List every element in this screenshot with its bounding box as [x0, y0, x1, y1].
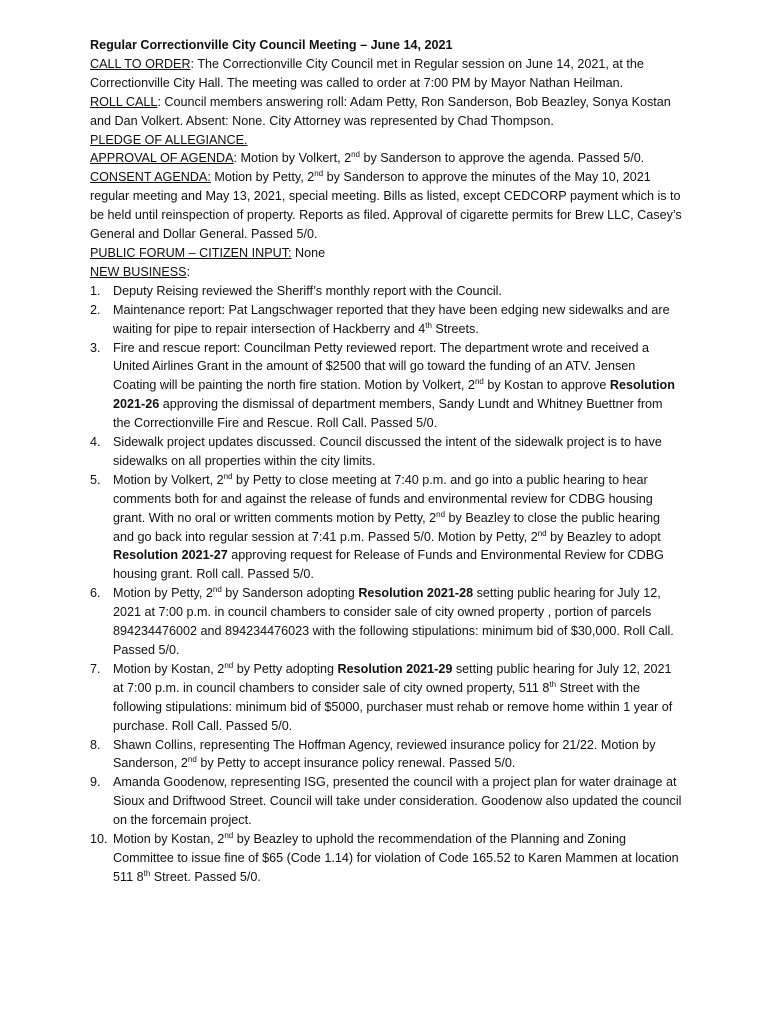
pledge-heading: PLEDGE OF ALLEGIANCE.: [90, 132, 248, 147]
approval-of-agenda-text: : Motion by Volkert, 2: [233, 151, 352, 166]
approval-of-agenda-section: [90, 149, 682, 168]
call-to-order-section: [90, 55, 682, 93]
list-item: [90, 282, 682, 301]
consent-agenda-text: Motion by Petty, 2: [210, 170, 315, 185]
list-item: [90, 433, 682, 471]
list-item: [90, 736, 682, 774]
item-number: 7.: [90, 661, 101, 676]
item-text-b: by Petty to close meeting at 7:40 p.m. and go into a public hearing to hear comments both for and against the release of funds and environmental review for CDBG housing grant. With no oral or written comments motion by Petty, 2: [113, 472, 653, 525]
ordinal-suffix: nd: [224, 830, 234, 840]
item-text: Motion by Petty, 2: [113, 586, 213, 601]
approval-of-agenda-heading: APPROVAL OF AGENDA: [90, 151, 234, 166]
item-text: Maintenance report: Pat Langschwager reported that they have been edging new sidewalks and are waiting for pipe to repair intersection of Hackberry and 4: [113, 302, 670, 336]
item-text-mid: by Beazley to uphold the recommendation of the Planning and Zoning Committee to issue fine of $65 (Code 1.14) for violation of Code 165.52 to Karen Mammen at location 511 8: [113, 832, 679, 884]
item-text: Sidewalk project updates discussed. Council discussed the intent of the sidewalk project is to have sidewalks on all properties within the city limits.: [113, 435, 662, 468]
item-text: Motion by Kostan, 2: [113, 661, 225, 676]
item-number: 8.: [90, 737, 101, 752]
pledge-section: [90, 131, 682, 150]
list-item: [90, 301, 682, 339]
item-text: Motion by Kostan, 2: [113, 832, 225, 847]
new-business-colon: :: [186, 264, 191, 279]
consent-agenda-section: [90, 168, 682, 244]
list-item: [90, 584, 682, 660]
new-business-heading: NEW BUSINESS: [90, 264, 187, 279]
ordinal-suffix: nd: [187, 755, 197, 765]
resolution-number: Resolution 2021-28: [358, 586, 474, 601]
item-number: 6.: [90, 586, 101, 601]
item-text: Deputy Reising reviewed the Sheriff’s monthly report with the Council.: [113, 283, 502, 298]
item-number: 10.: [90, 832, 108, 847]
public-forum-heading: PUBLIC FORUM – CITIZEN INPUT:: [90, 245, 292, 260]
item-number: 5.: [90, 472, 101, 487]
item-text-end: Street with the following stipulations: minimum bid of $5000, purchaser must rehab or remove home within 1 year of purchase. Roll Call. Passed 5/0.: [113, 680, 673, 733]
consent-agenda-heading: CONSENT AGENDA:: [90, 170, 211, 185]
ordinal-suffix: nd: [474, 377, 484, 387]
item-number: 4.: [90, 435, 101, 450]
new-business-list: [90, 282, 682, 887]
roll-call-section: [90, 93, 682, 131]
item-text-d: by Beazley to adopt: [546, 529, 661, 544]
document-title: Regular Correctionville City Council Meeting – June 14, 2021: [90, 38, 453, 52]
ordinal-suffix: th: [425, 320, 432, 330]
approval-of-agenda-text-end: by Sanderson to approve the agenda. Passed 5/0.: [359, 151, 645, 166]
item-text-end: by Petty to accept insurance policy renewal. Passed 5/0.: [196, 756, 516, 771]
item-number: 9.: [90, 775, 101, 790]
ordinal-suffix: nd: [314, 169, 324, 179]
consent-agenda-text-end: by Sanderson to approve the minutes of the May 10, 2021 regular meeting and May 13, 2021, special meeting. Bills as listed, except CEDCORP payment which is to be held until reinspection of property. Reports as filed. Approval of cigarette permits for Brew LLC, Casey’s General and Dollar General. Passed 5/0.: [90, 170, 682, 242]
resolution-number: Resolution 2021-29: [337, 661, 453, 676]
call-to-order-heading: CALL TO ORDER: [90, 56, 191, 71]
item-text: Fire and rescue report: Councilman Petty reviewed report. The department wrote and received a United Airlines Grant in the amount of $2500 that will go toward the funding of an ATV. Jensen Coating will be painting the north fire station. Motion by Volkert, 2: [113, 340, 649, 393]
item-text-mid2: setting public hearing for July 12, 2021 at 7:00 p.m. in council chambers to consider sale of city owned property, 511 8: [113, 661, 672, 695]
list-item: [90, 339, 682, 434]
item-text-end: setting public hearing for July 12, 2021 at 7:00 p.m. in council chambers to consider sale of city owned property , portion of parcels 894234476002 and 894234476023 with the following stipulations: minimum bid of $30,000. Roll Call. Passed 5/0.: [113, 586, 674, 657]
item-text-c: by Beazley to close the public hearing and go back into regular session at 7:41 p.m. Passed 5/0. Motion by Petty, 2: [113, 510, 660, 544]
item-text-mid: by Kostan to approve: [483, 378, 610, 393]
item-number: 1.: [90, 283, 101, 298]
new-business-section: [90, 263, 682, 282]
ordinal-suffix: nd: [351, 150, 360, 160]
list-item: [90, 471, 682, 584]
item-text: Motion by Volkert, 2: [113, 472, 224, 487]
list-item: [90, 830, 682, 887]
item-text-end: Streets.: [431, 321, 479, 336]
ordinal-suffix: th: [143, 868, 151, 878]
list-item: [90, 773, 682, 830]
item-text-end: Street. Passed 5/0.: [150, 869, 261, 884]
ordinal-suffix: nd: [223, 471, 233, 481]
item-text: Shawn Collins, representing The Hoffman Agency, reviewed insurance policy for 21/22. Motion by Sanderson, 2: [113, 737, 656, 771]
item-text-mid: by Sanderson adopting: [221, 586, 359, 601]
list-item: [90, 660, 682, 736]
roll-call-text: : Council members answering roll: Adam Petty, Ron Sanderson, Bob Beazley, Sonya Kostan and Dan Volkert. Absent: None. City Attorney was represented by Chad Thompson.: [90, 94, 671, 128]
roll-call-heading: ROLL CALL: [90, 94, 158, 109]
ordinal-suffix: nd: [436, 509, 446, 519]
resolution-number: Resolution 2021-26: [113, 378, 675, 412]
item-number: 2.: [90, 302, 101, 317]
ordinal-suffix: th: [549, 679, 557, 689]
public-forum-text: None: [291, 245, 326, 260]
item-number: 3.: [90, 340, 101, 355]
ordinal-suffix: nd: [224, 660, 234, 670]
item-text-end: approving request for Release of Funds and Environmental Review for CDBG housing grant. Roll call. Passed 5/0.: [113, 548, 664, 582]
item-text-mid: by Petty adopting: [233, 661, 338, 676]
public-forum-section: [90, 244, 682, 263]
item-text: Amanda Goodenow, representing ISG, presented the council with a project plan for water drainage at Sioux and Driftwood Street. Council will take under consideration. Goodenow also updated the council on the forcemain project.: [113, 775, 682, 828]
call-to-order-text: : The Correctionville City Council met in Regular session on June 14, 2021, at the Correctionville City Hall. The meeting was called to order at 7:00 PM by Mayor Nathan Heilman.: [90, 56, 644, 90]
ordinal-suffix: nd: [537, 528, 547, 538]
item-text-end: approving the dismissal of department members, Sandy Lundt and Whitney Buettner from the Correctionville Fire and Rescue. Roll Call. Passed 5/0.: [113, 397, 663, 431]
resolution-number: Resolution 2021-27: [113, 548, 228, 563]
ordinal-suffix: nd: [212, 585, 222, 595]
